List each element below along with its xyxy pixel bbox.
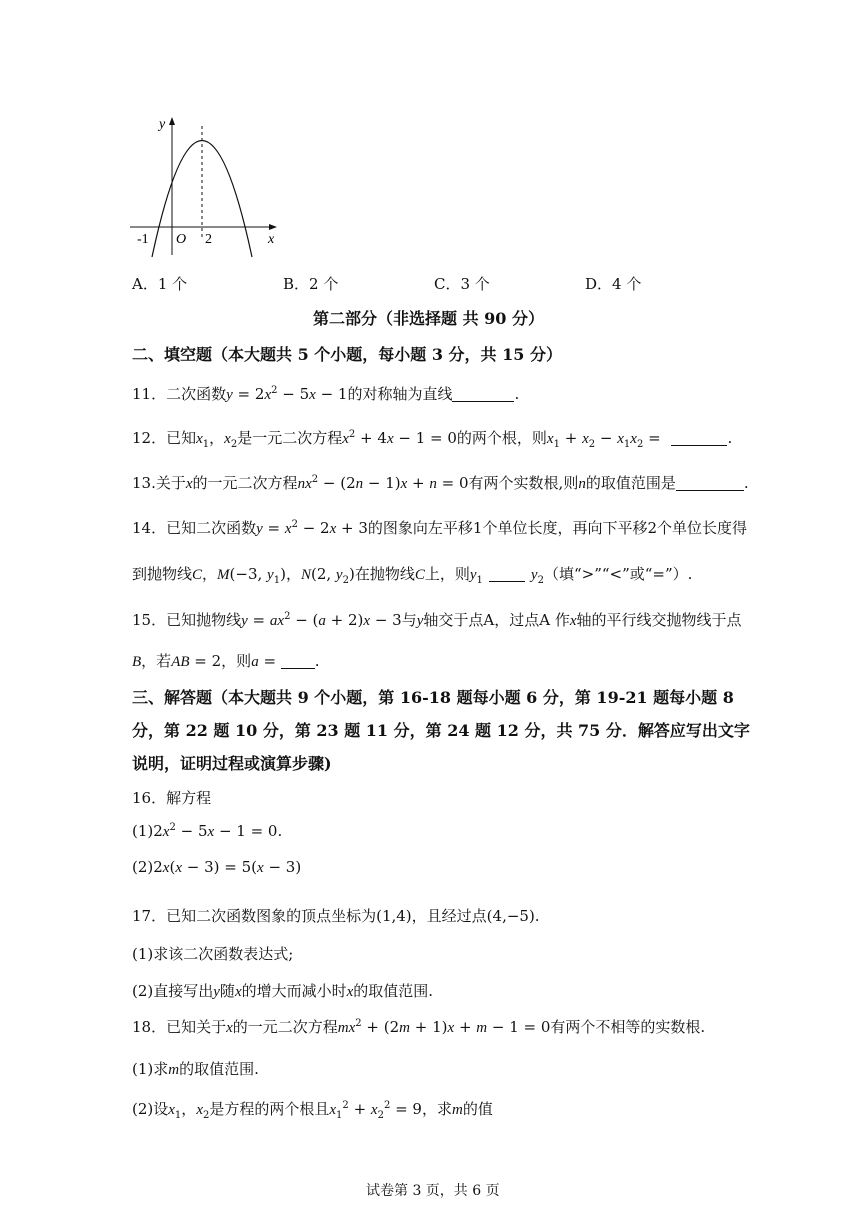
q15-line2-mid: ，若 [141, 652, 172, 670]
q15-line2-mid2: ，则 [221, 652, 252, 670]
question-13: 13.关于x的一元二次方程$nx^2 - (2n - 1)x + n = 0$有两个实数根,则n的取值范围是 . [132, 474, 749, 492]
neg-one-label: -1 [137, 232, 149, 247]
q13-answer-blank[interactable] [676, 476, 744, 491]
origin-label: O [176, 232, 187, 247]
q17-title-mid: ，且经过点 [411, 907, 487, 925]
question-12: 12．已知$x_1$，$x_2$是一元二次方程$x^2 + 4x - 1 = 0$的两个根，则$x_1 + x_2 - x_1x_2$ = . [132, 429, 733, 450]
q14-number: 14． [132, 519, 167, 537]
question-15-line-1: 15．已知抛物线$y = ax^2 - (a + 2)x - 3$与y轴交于点A，过点A 作x轴的平行线交抛物线于点 [132, 611, 742, 629]
q14-line1-post: 的图象向左平移1个单位长度，再向下平移2个单位长度得 [367, 519, 748, 537]
y-axis-arrow [169, 117, 175, 125]
q12-text-pre: 已知 [166, 429, 197, 447]
question-16-part-1: $(1)2x^2 - 5x - 1 = 0$. [132, 822, 283, 840]
question-15-line-2: B，若AB = 2，则a = . [132, 652, 320, 670]
q12-text-mid1: 是一元二次方程 [237, 429, 343, 447]
parabola-graph [125, 112, 285, 260]
q17-p2-mid2: 的增大而减小时 [241, 982, 347, 1000]
option-c: C．3 个 [434, 275, 490, 293]
q18-p2-post: 的值 [462, 1100, 493, 1118]
solve-heading-line-3: 说明，证明过程或演算步骤) [132, 754, 332, 773]
solve-heading-line-2: 分，第 22 题 10 分，第 23 题 11 分，第 24 题 12 分，共 75 分．解答应写出文字 [132, 721, 750, 740]
q17-title-pre: 17．已知二次函数图象的顶点坐标为 [132, 907, 377, 925]
q14-line2-post: （填“>”“<”或“=”）. [543, 565, 693, 583]
q18-title-post: 有两个不相等的实数根. [550, 1018, 706, 1036]
q11-number: 11． [132, 385, 167, 403]
q12-number: 12． [132, 429, 167, 447]
option-d: D．4 个 [585, 275, 642, 293]
page-footer: 试卷第 3 页，共 6 页 [366, 1183, 500, 1199]
part-two-title: 第二部分（非选择题 共 90 分） [313, 309, 544, 328]
q13-text-post: 的取值范围是 [585, 474, 676, 492]
q18-title-mid: 的一元二次方程 [232, 1018, 338, 1036]
q14-line2-pre: 到抛物线 [132, 565, 193, 583]
q17-p2-post: 的取值范围. [353, 982, 434, 1000]
question-17-title: 17．已知二次函数图象的顶点坐标为(1,4)，且经过点(4,−5). [132, 907, 540, 925]
q11-text-pre: 二次函数 [166, 385, 227, 403]
question-16-title: 16．解方程 [132, 789, 212, 807]
q14-answer-blank[interactable] [489, 567, 525, 582]
q16-p1-label: (1) [132, 822, 154, 840]
q16-p2-label: (2) [132, 858, 154, 876]
q15-number: 15． [132, 611, 167, 629]
q15-line1-post: 轴的平行线交抛物线于点 [576, 611, 742, 629]
question-16-part-2: (2)2x(x − 3) = 5(x − 3) [132, 858, 302, 876]
q14-line2-mid: 在抛物线 [354, 565, 415, 583]
question-14-line-2: 到抛物线C，M(−3, $y_1$)，N(2, $y_2$)在抛物线C上，则$y_1$ $y_2$（填“>”“<”或“=”）. [132, 565, 693, 586]
q12-text-mid2: 的两个根，则 [456, 429, 547, 447]
option-b: B．2 个 [283, 275, 339, 293]
two-label: 2 [205, 232, 212, 247]
option-a: A．1 个 [132, 275, 188, 293]
q13-number: 13. [132, 474, 156, 492]
q13-text-mid2: 有两个实数根,则 [468, 474, 579, 492]
q15-line1-pre: 已知抛物线 [166, 611, 242, 629]
q18-p1-post: 的取值范围. [179, 1060, 259, 1078]
question-11: 11．二次函数$y = 2x^2 - 5x - 1$的对称轴为直线 . [132, 385, 520, 403]
q13-text-mid1: 的一元二次方程 [192, 474, 298, 492]
q14-line2-mid2: 上，则 [424, 565, 470, 583]
q18-p1-pre: (1)求 [132, 1060, 169, 1078]
q12-answer-blank[interactable] [671, 431, 727, 446]
q14-line1-pre: 已知二次函数 [166, 519, 257, 537]
question-18-part-1: (1)求m的取值范围. [132, 1060, 259, 1078]
q13-text-pre: 关于 [155, 474, 186, 492]
q15-answer-blank[interactable] [281, 654, 315, 669]
q18-p2-pre: (2)设 [132, 1100, 169, 1118]
q15-line1-mid2: 轴交于点A，过点A 作 [423, 611, 570, 629]
question-18-part-2: (2)设$x_1$，$x_2$是方程的两个根且$x_1^2 + x_2^2 = 9$，求m的值 [132, 1100, 493, 1121]
question-18-title: 18．已知关于x的一元二次方程$mx^2 + (2m + 1)x + m - 1 = 0$有两个不相等的实数根. [132, 1018, 706, 1036]
q11-answer-blank[interactable] [452, 387, 514, 402]
question-14-line-1: 14．已知二次函数$y = x^2 - 2x + 3$的图象向左平移1个单位长度，再向下平移2个单位长度得 [132, 519, 748, 537]
solve-heading-line-1: 三、解答题（本大题共 9 个小题，第 16-18 题每小题 6 分，第 19-21 题每小题 8 [132, 688, 734, 707]
x-axis-label: x [268, 232, 275, 247]
y-axis-label: y [159, 117, 166, 132]
q11-text-post: 的对称轴为直线 [347, 385, 453, 403]
question-17-part-2: (2)直接写出y随x的增大而减小时x的取值范围. [132, 982, 434, 1000]
q18-title-pre: 18．已知关于 [132, 1018, 227, 1036]
q15-line1-mid: 与 [401, 611, 417, 629]
x-axis-arrow [269, 224, 277, 230]
question-17-part-1: (1)求该二次函数表达式; [132, 945, 294, 963]
q17-p2-mid: 随 [219, 982, 235, 1000]
q17-p2-pre: (2)直接写出 [132, 982, 214, 1000]
q18-p2-mid: 是方程的两个根且 [209, 1100, 330, 1118]
q18-p2-mid2: ，求 [421, 1100, 452, 1118]
fill-in-heading: 二、填空题（本大题共 5 个小题，每小题 3 分，共 15 分） [132, 345, 562, 364]
